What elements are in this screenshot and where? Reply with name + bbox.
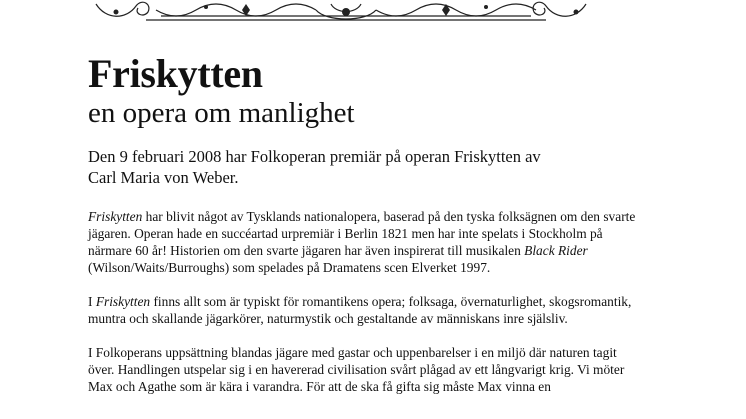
page-subtitle: en opera om manlighet — [88, 97, 355, 129]
paragraph-text: har blivit något av Tysklands nationalopera, baserad på den tyska folksägnen om den svarte jägaren. Operan hade en succéartad urpremiär i Berlin 1821 men har inte spelats i Stockholm på närmare 60 år! Historien om den svarte jägaren har även inspirerat till musikalen — [88, 209, 636, 258]
lead-paragraph — [88, 146, 608, 188]
paragraph-text: I Folkoperans uppsättning blandas jägare med gastar och uppenbarelser i en miljö där naturen tagit över. Handlingen utspelar sig i en havererad civilisation svårt plågad av ett långvarigt krig. Vi möter Max och Agathe som är kära i varandra. För att de ska få gifta sig måste Max vinna en — [88, 345, 625, 394]
body-paragraph-1 — [88, 208, 644, 276]
article — [88, 52, 648, 412]
body-paragraph-2 — [88, 293, 644, 327]
page-title: Friskytten — [88, 51, 263, 96]
italic-title: Black Rider — [524, 243, 588, 258]
paragraph-text: finns allt som är typiskt för romantikens opera; folksaga, övernaturlighet, skogsromantik, muntra och skallande jägarkörer, naturmystik och gestaltande av människans inre själsliv. — [88, 294, 632, 326]
italic-title: Friskytten — [88, 209, 143, 224]
body-paragraph-3 — [88, 344, 644, 395]
paragraph-text: (Wilson/Waits/Burroughs) som spelades på Dramatens scen Elverket 1997. — [88, 260, 491, 275]
baroque-scroll-ornament-icon — [86, 0, 606, 24]
paragraph-text: I — [88, 294, 96, 309]
italic-title: Friskytten — [95, 294, 151, 309]
lead-line-1: Den 9 februari 2008 har Folkoperan premiär på operan Friskytten av — [88, 147, 541, 166]
lead-line-2: Carl Maria von Weber. — [88, 168, 239, 187]
